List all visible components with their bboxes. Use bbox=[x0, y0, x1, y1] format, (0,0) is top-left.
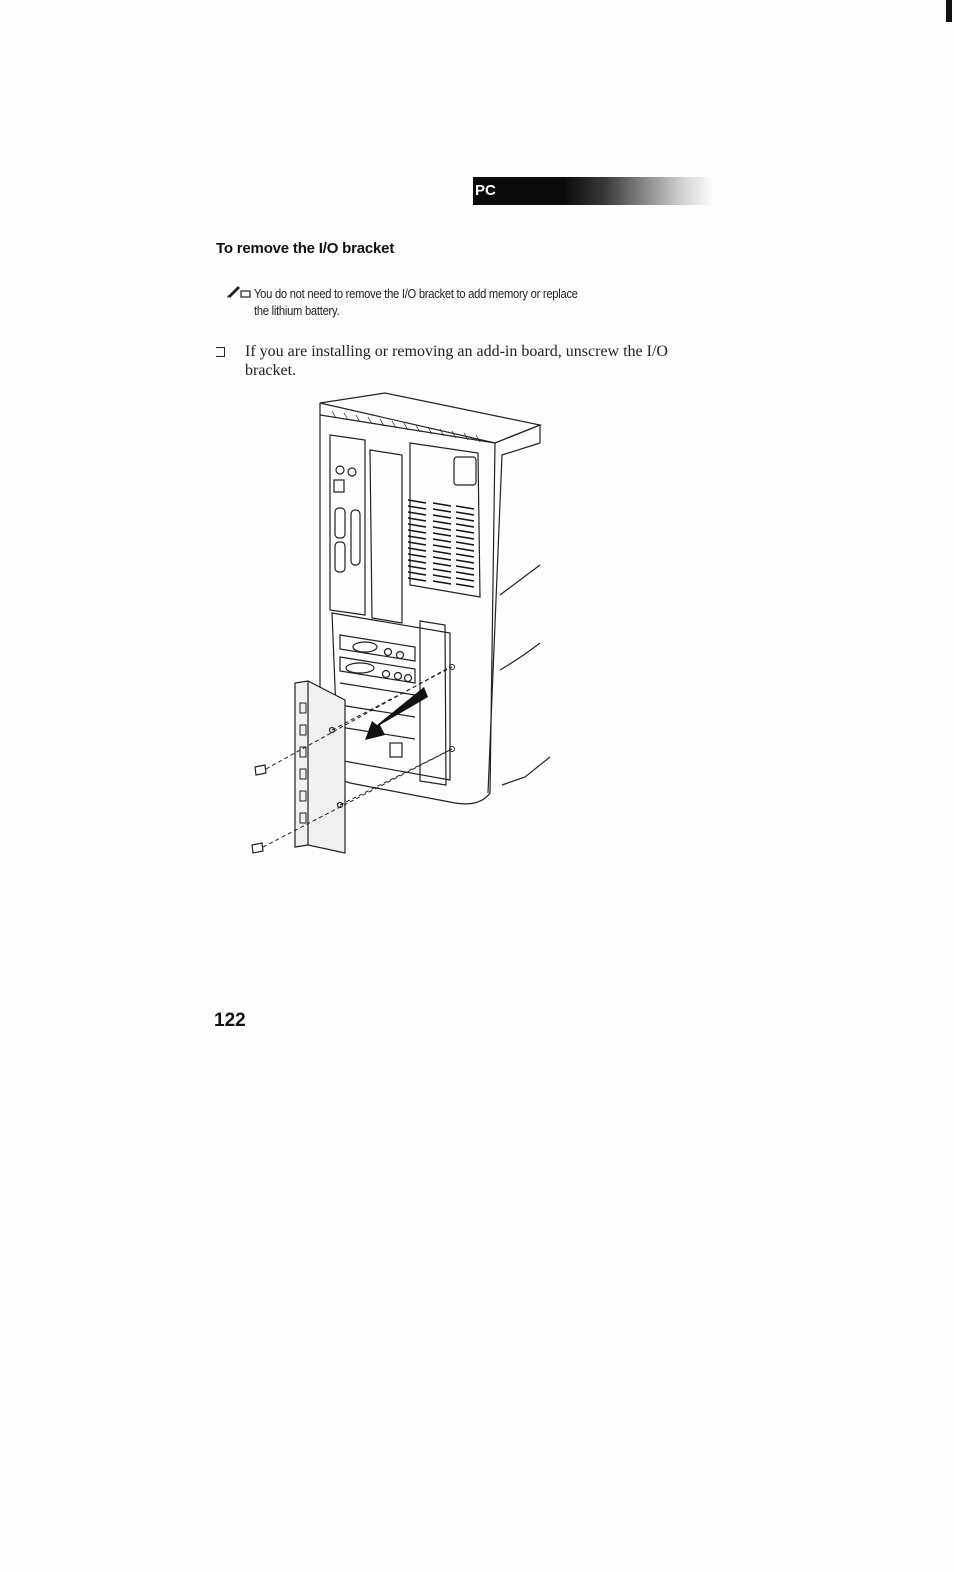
note-text: You do not need to remove the I/O bracket to add memory or replace the lithium battery. bbox=[254, 286, 578, 318]
page-number: 122 bbox=[214, 1010, 246, 1031]
section-title: To remove the I/O bracket bbox=[216, 240, 395, 257]
step-text: If you are installing or removing an add-in board, unscrew the I/O bracket. bbox=[245, 343, 668, 379]
page-edge-mark bbox=[946, 0, 952, 22]
chapter-header-bar bbox=[473, 177, 713, 205]
chapter-header-label: PC bbox=[475, 182, 496, 199]
checkbox-bullet-icon bbox=[216, 347, 225, 357]
pencil-note-icon bbox=[226, 283, 252, 299]
computer-rear-illustration bbox=[240, 385, 560, 865]
